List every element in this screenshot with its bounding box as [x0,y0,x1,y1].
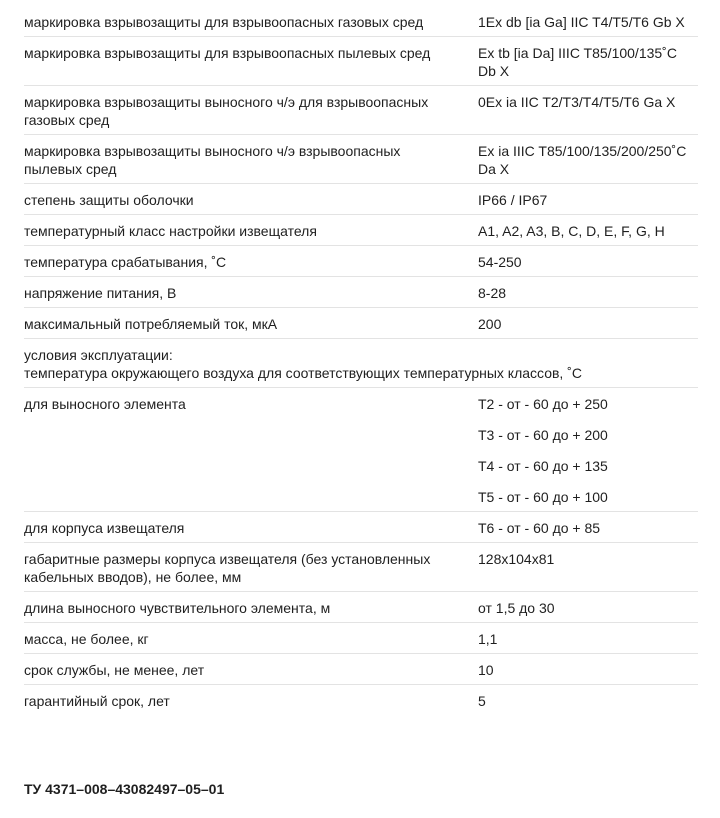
spec-value: Ex tb [ia Da] IIIC T85/100/135˚C Db X [478,45,677,79]
spec-row [24,308,698,339]
spec-label: маркировка взрывозащиты выносного ч/э для взрывоопасных газовых сред [24,94,429,128]
housing-row [24,512,698,543]
temp-range-value: T2 - от - 60 до + 250 [478,396,608,412]
spec-label: маркировка взрывозащиты для взрывоопасных пылевых сред [24,45,431,61]
spec-label: масса, не более, кг [24,631,149,647]
spec-label: напряжение питания, В [24,285,177,301]
spec-value: 5 [478,693,486,709]
temp-range-row [24,481,698,512]
spec-row [24,246,698,277]
spec-label: степень защиты оболочки [24,192,194,208]
spec-row [24,277,698,308]
temp-range-row [24,419,698,450]
spec-value: Ex ia IIIC T85/100/135/200/250˚C Da X [478,143,687,177]
spec-value: 8-28 [478,285,507,301]
spec-value: 10 [478,662,494,678]
spec-row [24,654,698,685]
spec-row [24,6,698,37]
temp-range-value: T5 - от - 60 до + 100 [478,489,608,505]
spec-row [24,135,698,184]
spec-label: гарантийный срок, лет [24,693,170,709]
spec-value: 54-250 [478,254,522,270]
spec-label: маркировка взрывозащиты выносного ч/э взрывоопасных пылевых сред [24,143,401,177]
spec-value: A1, A2, A3, B, C, D, E, F, G, H [478,223,665,239]
housing-value: T6 - от - 60 до + 85 [478,520,601,536]
tu-code: ТУ 4371–008–43082497–05–01 [24,781,225,797]
spec-row [24,86,698,135]
spec-label: длина выносного чувствительного элемента, м [24,600,331,616]
spec-row [24,37,698,86]
spec-value: 200 [478,316,502,332]
spec-label: максимальный потребляемый ток, мкА [24,316,278,332]
spec-row [24,623,698,654]
remote-element-label: для выносного элемента [24,396,186,412]
spec-row [24,184,698,215]
spec-value: 1Ex db [ia Ga] IIC T4/T5/T6 Gb X [478,14,685,30]
spec-value: IP66 / IP67 [478,192,548,208]
spec-value: 1,1 [478,631,498,647]
spec-table [24,6,698,716]
spec-row [24,685,698,716]
spec-label: срок службы, не менее, лет [24,662,205,678]
spec-label: температура срабатывания, ˚C [24,254,227,270]
conditions-subheading: температура окружающего воздуха для соответствующих температурных классов, ˚C [24,365,582,381]
spec-row [24,543,698,592]
spec-value: 128x104x81 [478,551,555,567]
temp-range-row [24,450,698,481]
spec-row [24,215,698,246]
housing-label: для корпуса извещателя [24,520,185,536]
remote-element-row [24,388,698,419]
conditions-row [24,339,698,388]
temp-range-value: T4 - от - 60 до + 135 [478,458,608,474]
spec-row [24,592,698,623]
temp-range-value: T3 - от - 60 до + 200 [478,427,608,443]
spec-label: маркировка взрывозащиты для взрывоопасных газовых сред [24,14,424,30]
spec-value: от 1,5 до 30 [478,600,555,616]
spec-label: габаритные размеры корпуса извещателя (без установленных кабельных вводов), не более, мм [24,551,431,585]
conditions-heading: условия эксплуатации: [24,347,173,363]
spec-label: температурный класс настройки извещателя [24,223,317,239]
spec-value: 0Ex ia IIC T2/T3/T4/T5/T6 Ga X [478,94,676,110]
